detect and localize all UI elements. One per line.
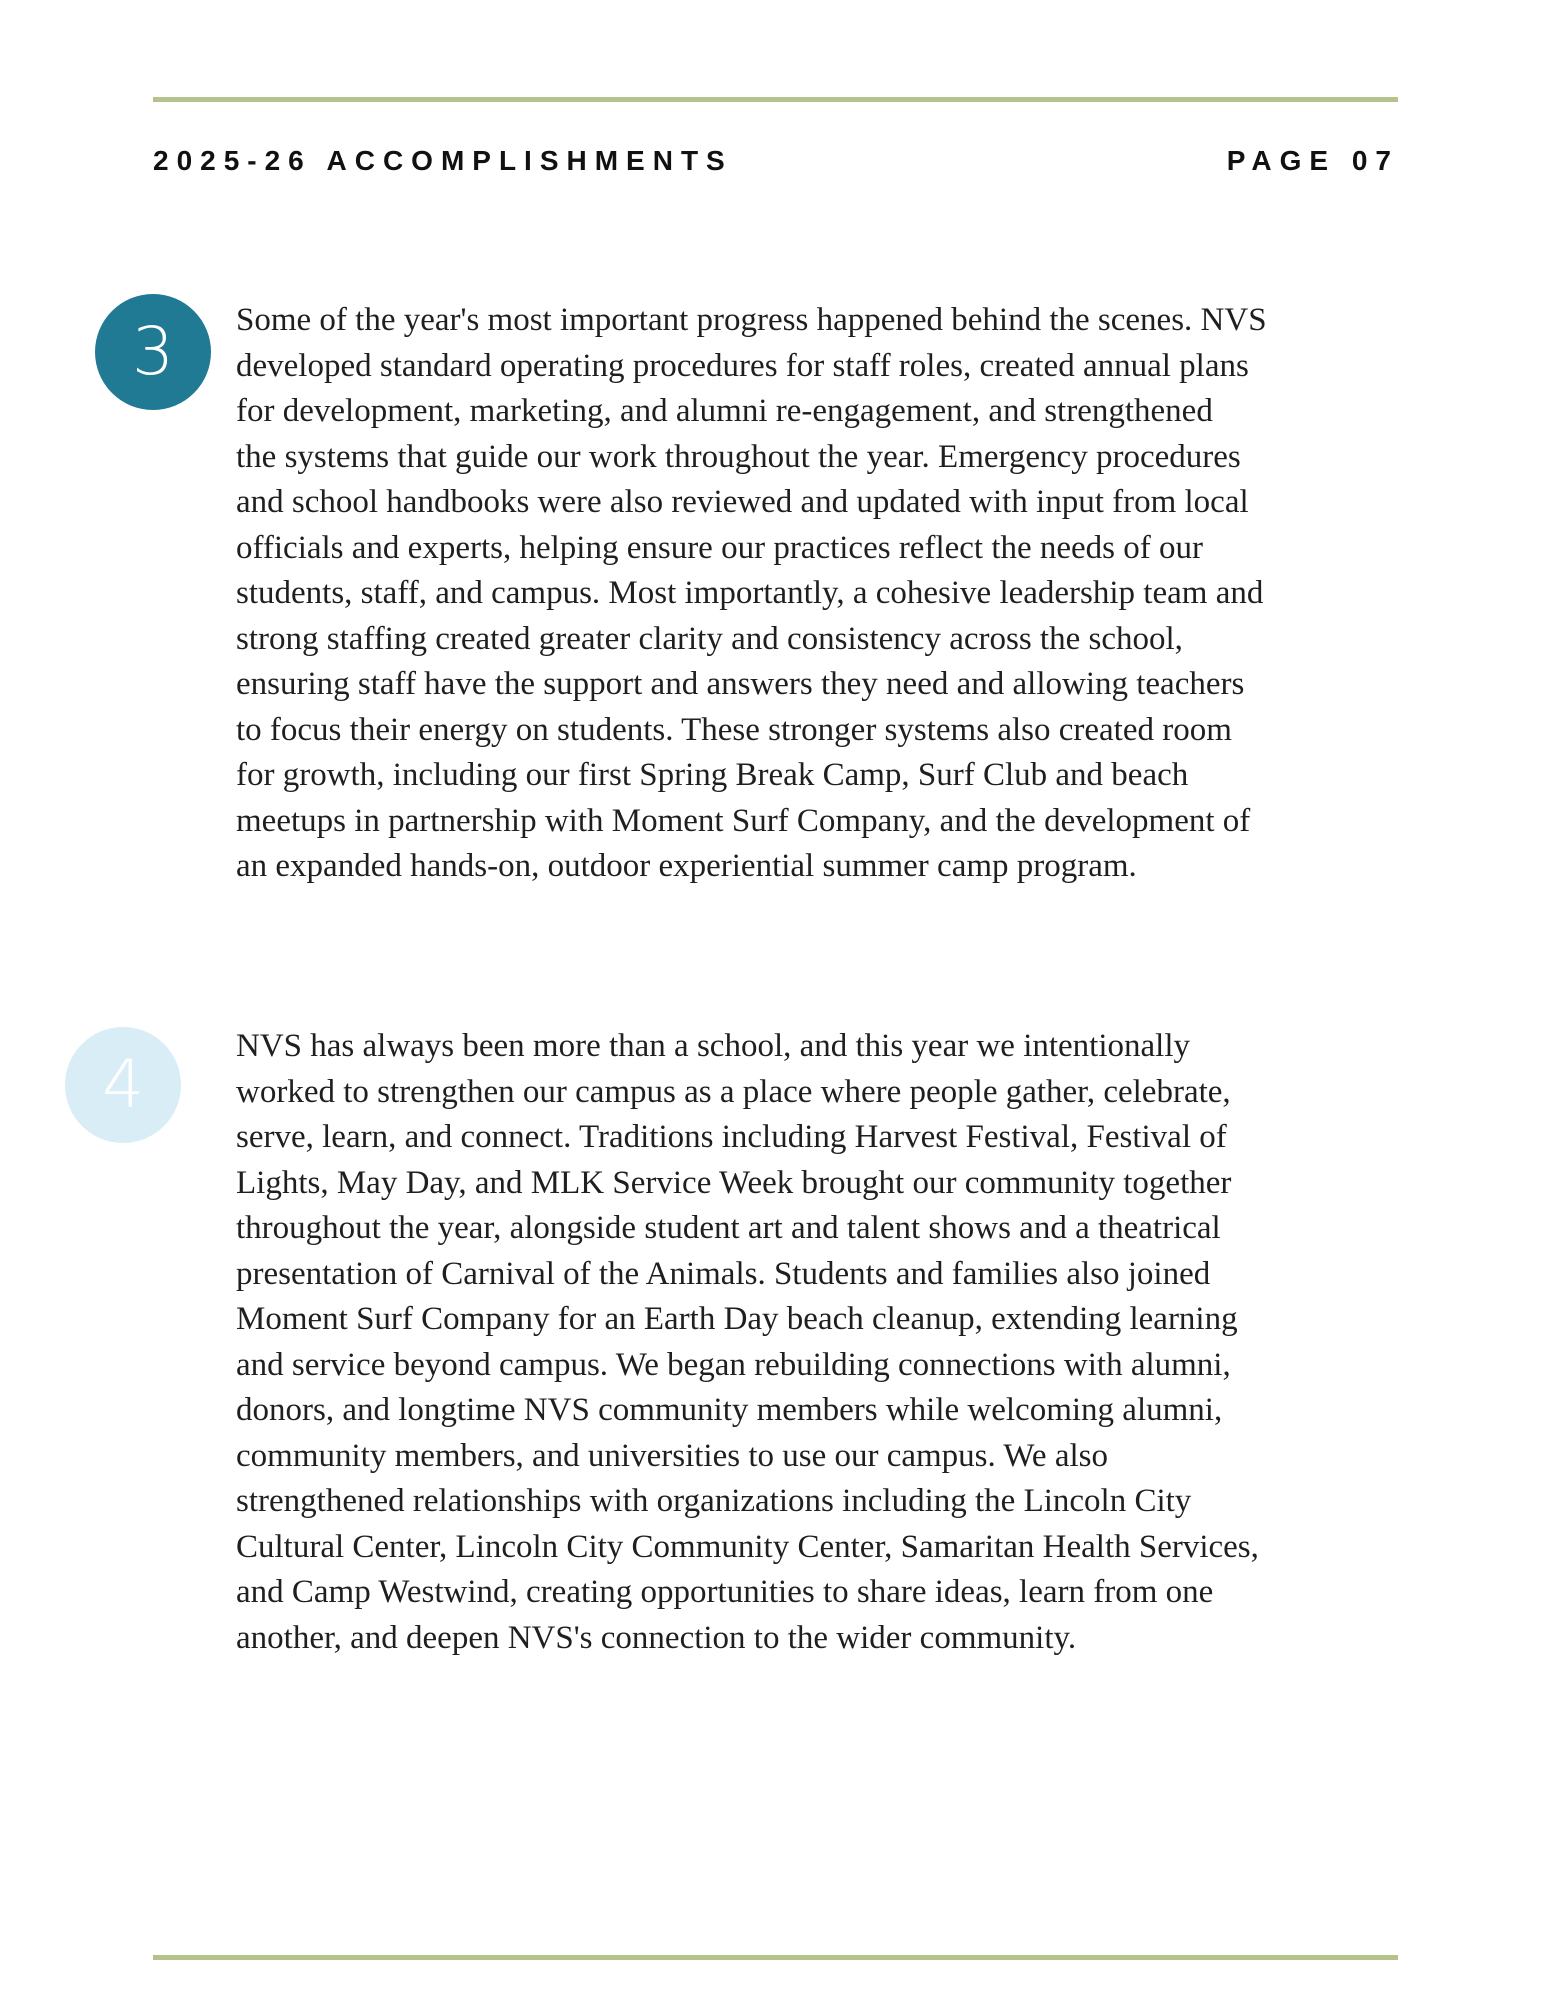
section-paragraph (236, 1024, 1436, 1661)
top-divider (153, 97, 1398, 102)
paragraph-line: the systems that guide our work throughout the year. Emergency procedures (236, 438, 1241, 475)
paragraph-line: developed standard operating procedures for staff roles, created annual plans (236, 347, 1249, 384)
paragraph-line: throughout the year, alongside student art and talent shows and a theatrical (236, 1210, 1221, 1246)
page-number: PAGE 07 (1226, 145, 1399, 176)
paragraph-line: strengthened relationships with organizations including the Lincoln City (236, 1483, 1192, 1519)
section-number-badge: 3 (95, 294, 211, 410)
paragraph-line: donors, and longtime NVS community members while welcoming alumni, (236, 1392, 1223, 1428)
paragraph-line: community members, and universities to use our campus. We also (236, 1437, 1108, 1474)
paragraph-line: for development, marketing, and alumni re-engagement, and strengthened (236, 393, 1213, 429)
paragraph-line: officials and experts, helping ensure our practices reflect the needs of our (236, 529, 1204, 566)
paragraph-line: and service beyond campus. We began rebuilding connections with alumni, (236, 1346, 1231, 1383)
paragraph-line: another, and deepen NVS's connection to the wider community. (236, 1619, 1077, 1656)
page-header-title: 2025-26 ACCOMPLISHMENTS (153, 145, 733, 176)
paragraph-line: NVS has always been more than a school, and this year we intentionally (236, 1028, 1191, 1064)
paragraph-line: an expanded hands-on, outdoor experiential summer camp program. (236, 848, 1137, 884)
paragraph-line: and school handbooks were also reviewed and updated with input from local (236, 484, 1249, 520)
paragraph-line: Moment Surf Company for an Earth Day beach cleanup, extending learning (236, 1301, 1238, 1337)
paragraph-line: worked to strengthen our campus as a place where people gather, celebrate, (236, 1073, 1231, 1110)
paragraph-line: ensuring staff have the support and answers they need and allowing teachers (236, 666, 1245, 702)
paragraph-line: for growth, including our first Spring Break Camp, Surf Club and beach (236, 757, 1189, 793)
paragraph-line: presentation of Carnival of the Animals. Students and families also joined (236, 1255, 1211, 1292)
paragraph-line: Lights, May Day, and MLK Service Week brought our community together (236, 1164, 1232, 1201)
paragraph-line: Cultural Center, Lincoln City Community Center, Samaritan Health Services, (236, 1528, 1259, 1565)
paragraph-line: strong staffing created greater clarity and consistency across the school, (236, 620, 1183, 657)
paragraph-line: to focus their energy on students. These stronger systems also created room (236, 711, 1232, 748)
bottom-divider (153, 1955, 1398, 1960)
paragraph-line: and Camp Westwind, creating opportunities to share ideas, learn from one (236, 1574, 1214, 1610)
paragraph-line: Some of the year's most important progress happened behind the scenes. NVS (236, 302, 1267, 338)
section-paragraph (236, 298, 1436, 890)
paragraph-line: serve, learn, and connect. Traditions including Harvest Festival, Festival of (236, 1119, 1227, 1155)
section-number-badge: 4 (65, 1027, 181, 1143)
paragraph-line: students, staff, and campus. Most importantly, a cohesive leadership team and (236, 575, 1264, 611)
paragraph-line: meetups in partnership with Moment Surf Company, and the development of (236, 802, 1251, 839)
